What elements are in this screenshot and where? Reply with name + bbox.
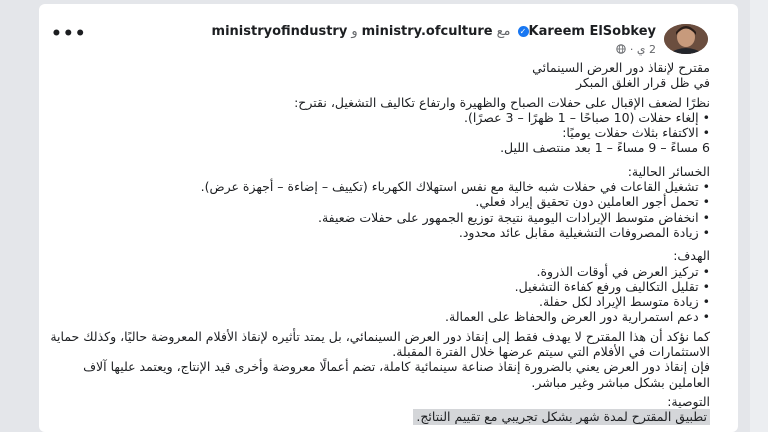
recommendation-text: تطبيق المقترح لمدة شهر بشكل تجريبي مع تقييم النتائج. — [413, 409, 710, 424]
post-body — [39, 60, 710, 425]
list-item: • دعم استمرارية دور العرض والحفاظ على العمالة. — [39, 309, 710, 324]
proposals-list — [39, 110, 710, 141]
recommendation-heading: التوصية: — [667, 393, 710, 409]
and-connector: و — [351, 24, 358, 39]
list-item: • إلغاء حفلات (10 صباحًا – 1 ظهرًا – 3 عصرًا). — [39, 110, 710, 125]
more-options-icon[interactable]: ••• — [51, 24, 87, 44]
goals-heading: الهدف: — [673, 248, 710, 264]
losses-heading: الخسائر الحالية: — [627, 163, 710, 179]
avatar-image — [664, 24, 708, 54]
tagged-account-1[interactable]: ministry.ofculture — [361, 24, 493, 39]
verified-badge-icon: ✓ — [518, 26, 529, 37]
author-line — [212, 24, 656, 39]
post-card — [39, 4, 738, 432]
page-scrollbar[interactable] — [750, 0, 768, 432]
avatar[interactable] — [664, 24, 708, 54]
separator-dot: · — [626, 43, 634, 56]
tagged-account-2[interactable]: ministryofindustry — [211, 24, 348, 39]
post-title-line-2: في ظل قرار الغلق المبكر — [575, 75, 710, 91]
with-connector: مع — [496, 24, 511, 39]
paragraph-1: كما نؤكد أن هذا المقترح لا يهدف فقط إلى إنقاذ دور العرض السينمائي، بل يمتد تأثيره لإنقاذ الأفلام المعروضة حاليًا، وكذلك حماية الاستثمارات في الأفلام التي سيتم عرضها خلال الفترة المقبلة. — [50, 328, 710, 360]
goals-list — [39, 264, 710, 325]
post-time[interactable]: 2 ي — [636, 43, 656, 56]
list-item: • انخفاض متوسط الإيرادات اليومية نتيجة توزيع الجمهور على حفلات ضعيفة. — [39, 210, 710, 225]
author-name[interactable]: Kareem ElSobkey — [528, 24, 656, 39]
intro-text: نظرًا لضعف الإقبال على حفلات الصباح والظهيرة وارتفاع تكاليف التشغيل، نقترح: — [294, 94, 710, 110]
post-meta — [616, 43, 656, 56]
list-item: • الاكتفاء بثلاث حفلات يوميًا: — [39, 125, 710, 140]
list-item: • تشغيل القاعات في حفلات شبه خالية مع نفس استهلاك الكهرباء (تكييف – إضاءة – أجهزة عرض). — [39, 179, 710, 194]
list-item: • تقليل التكاليف ورفع كفاءة التشغيل. — [39, 279, 710, 294]
schedule-text: 6 مساءً – 9 مساءً – 1 بعد منتصف الليل. — [500, 140, 710, 156]
losses-list — [39, 179, 710, 240]
list-item: • تركيز العرض في أوقات الذروة. — [39, 264, 710, 279]
paragraph-2: فإن إنقاذ دور العرض يعني بالضرورة إنقاذ صناعة سينمائية كاملة، تضم أعمالًا معروضة وأخرى قيد الإنتاج، ويعتمد عليها آلاف العاملين بشكل مباشر وغير مباشر. — [83, 359, 710, 390]
globe-icon[interactable] — [616, 43, 626, 56]
list-item: • زيادة متوسط الإيراد لكل حفلة. — [39, 294, 710, 309]
post-title-line-1: مقترح لإنقاذ دور العرض السينمائي — [532, 60, 710, 75]
list-item: • تحمل أجور العاملين دون تحقيق إيراد فعلي. — [39, 194, 710, 209]
post-header — [39, 4, 738, 56]
list-item: • زيادة المصروفات التشغيلية مقابل عائد محدود. — [39, 225, 710, 240]
